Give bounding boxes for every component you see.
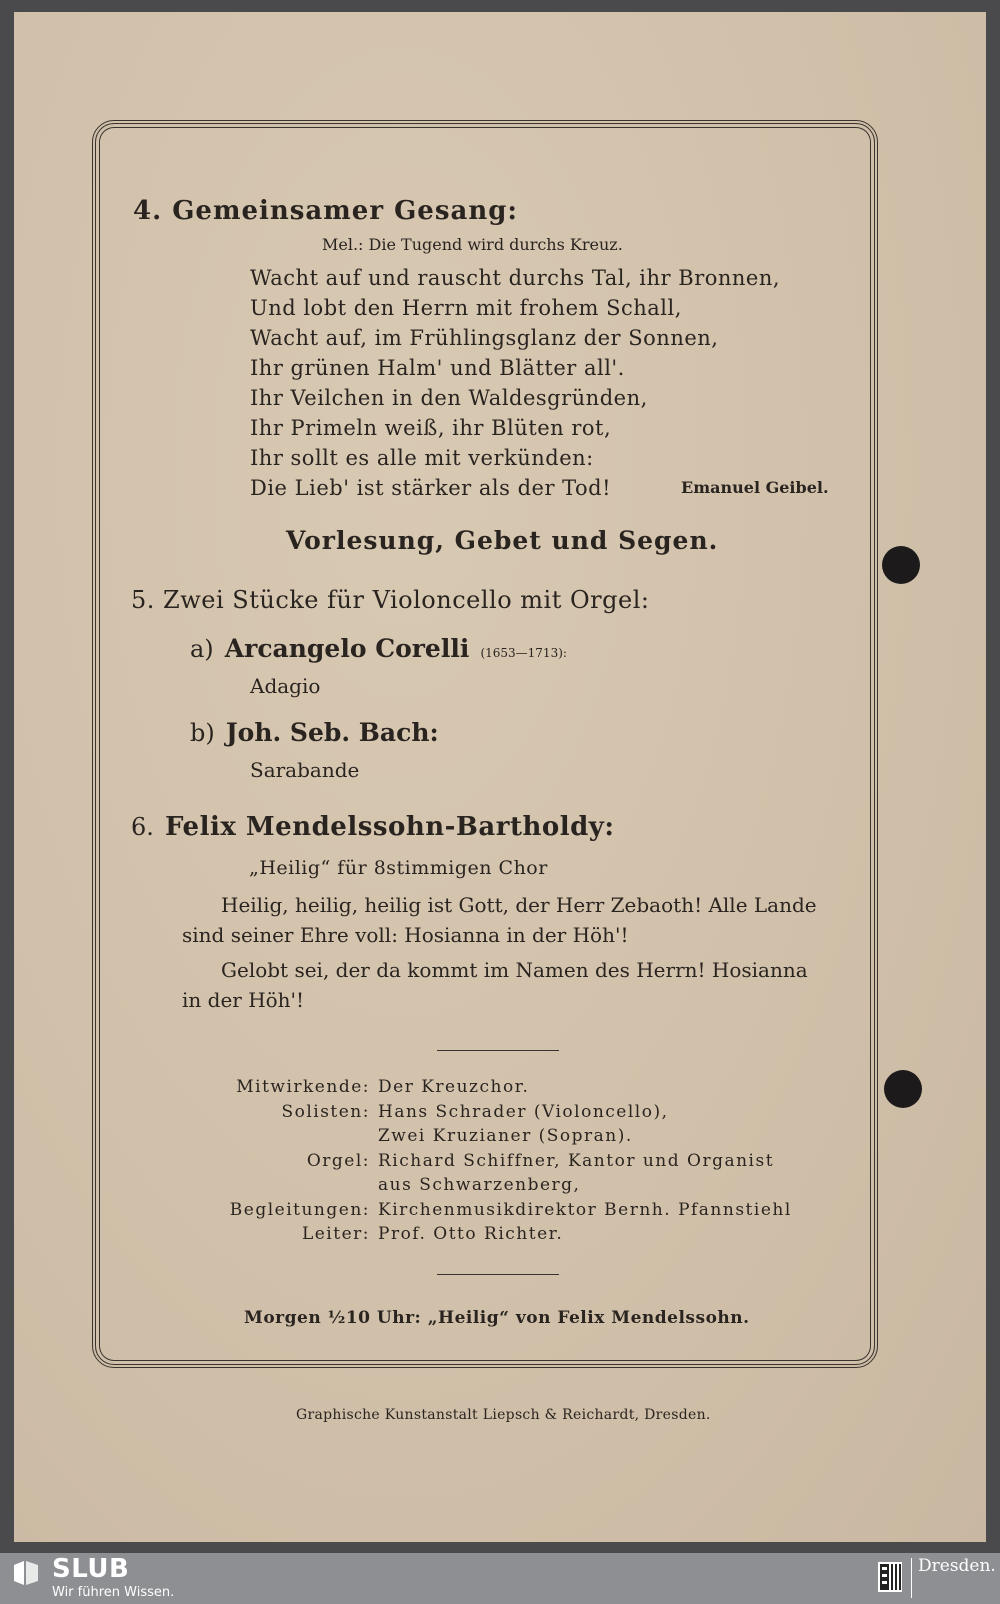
credit-row	[110, 1173, 792, 1198]
item5-title: Zwei Stücke für Violoncello mit Orgel:	[163, 586, 650, 614]
credit-label: Solisten:	[281, 1101, 370, 1122]
item4-author: Emanuel Geibel.	[681, 478, 829, 497]
item5-a-composer: Arcangelo Corelli	[224, 634, 470, 663]
verse-line: Wacht auf, im Frühlingsglanz der Sonnen,	[250, 326, 719, 350]
credit-value: Prof. Otto Richter.	[378, 1224, 564, 1244]
item5-heading	[131, 586, 649, 614]
punch-hole	[882, 546, 920, 584]
credit-label: Leiter:	[301, 1224, 370, 1244]
item5-b-composer: Joh. Seb. Bach:	[225, 718, 439, 747]
verse-line: Die Lieb' ist stärker als der Tod!	[250, 476, 612, 500]
verse-line: Ihr sollt es alle mit verkünden:	[250, 446, 594, 470]
item5-a-label: a)	[190, 635, 214, 663]
credit-row	[110, 1124, 792, 1149]
logo-separator	[911, 1558, 912, 1598]
verse-line: Wacht auf und rauscht durchs Tal, ihr Bronnen,	[250, 266, 781, 290]
item4-verses	[250, 263, 780, 503]
item5-a-piece: Adagio	[250, 674, 321, 698]
verse-line: Und lobt den Herrn mit frohem Schall,	[250, 296, 682, 320]
printer-imprint: Graphische Kunstanstalt Liepsch & Reichardt, Dresden.	[296, 1407, 711, 1423]
interlude-heading: Vorlesung, Gebet und Segen.	[286, 526, 719, 555]
verse-line: Ihr Veilchen in den Waldesgründen,	[250, 386, 648, 410]
item6-heading	[131, 812, 614, 842]
divider-rule	[437, 1274, 559, 1275]
item4-title: Gemeinsamer Gesang:	[172, 196, 518, 226]
divider-rule	[437, 1050, 559, 1051]
credit-row	[110, 1222, 792, 1247]
item6-text-line: Gelobt sei, der da kommt im Namen des Herrn! Hosianna	[221, 958, 808, 982]
item4-number: 4.	[133, 196, 163, 226]
credit-label: Begleitungen:	[229, 1199, 370, 1220]
item6-text-line: in der Höh'!	[182, 988, 305, 1012]
credit-value: Der Kreuzchor.	[378, 1077, 530, 1097]
credit-row	[110, 1100, 792, 1125]
item5-b-piece: Sarabande	[250, 758, 360, 782]
item6-text-line: Heilig, heilig, heilig ist Gott, der Herr Zebaoth! Alle Lande	[221, 893, 817, 917]
credit-value: Kirchenmusikdirektor Bernh. Pfannstiehl	[378, 1199, 792, 1220]
credit-row	[110, 1198, 792, 1223]
credit-row	[110, 1075, 792, 1100]
item4-heading	[133, 196, 518, 226]
credit-value: aus Schwarzenberg,	[378, 1175, 581, 1195]
item5-a	[190, 634, 567, 663]
item6-number: 6.	[131, 813, 154, 841]
slub-tagline: Wir führen Wissen.	[52, 1585, 175, 1600]
credit-label: Mitwirkende:	[236, 1077, 370, 1097]
item6-title: Felix Mendelssohn-Bartholdy:	[165, 812, 615, 842]
slub-name[interactable]: SLUB	[52, 1554, 130, 1584]
credit-value: Hans Schrader (Violoncello),	[378, 1101, 669, 1122]
dresden-coat-of-arms-icon	[877, 1561, 903, 1593]
verse-line: Ihr Primeln weiß, ihr Blüten rot,	[250, 416, 612, 440]
credit-row	[110, 1149, 792, 1174]
item5-b-label: b)	[190, 719, 215, 747]
item4-melody: Mel.: Die Tugend wird durchs Kreuz.	[322, 235, 623, 254]
slub-logo-icon	[12, 1559, 40, 1587]
item6-subtitle: „Heilig“ für 8stimmigen Chor	[249, 857, 548, 879]
credit-value: Zwei Kruzianer (Sopran).	[378, 1126, 633, 1146]
item5-a-dates: (1653—1713):	[480, 646, 567, 660]
item6-text-line: sind seiner Ehre voll: Hosianna in der Höh'!	[182, 923, 629, 947]
item5-number: 5.	[131, 586, 155, 614]
tomorrow-note: Morgen ½10 Uhr: „Heilig“ von Felix Mendelssohn.	[244, 1308, 750, 1328]
dresden-name[interactable]: Dresden.	[918, 1556, 996, 1576]
credit-label: Orgel:	[306, 1150, 370, 1171]
item5-b	[190, 718, 439, 747]
punch-hole	[884, 1070, 922, 1108]
credits-block	[110, 1075, 792, 1247]
credit-value: Richard Schiffner, Kantor und Organist	[378, 1150, 775, 1171]
verse-line: Ihr grünen Halm' und Blätter all'.	[250, 356, 625, 380]
